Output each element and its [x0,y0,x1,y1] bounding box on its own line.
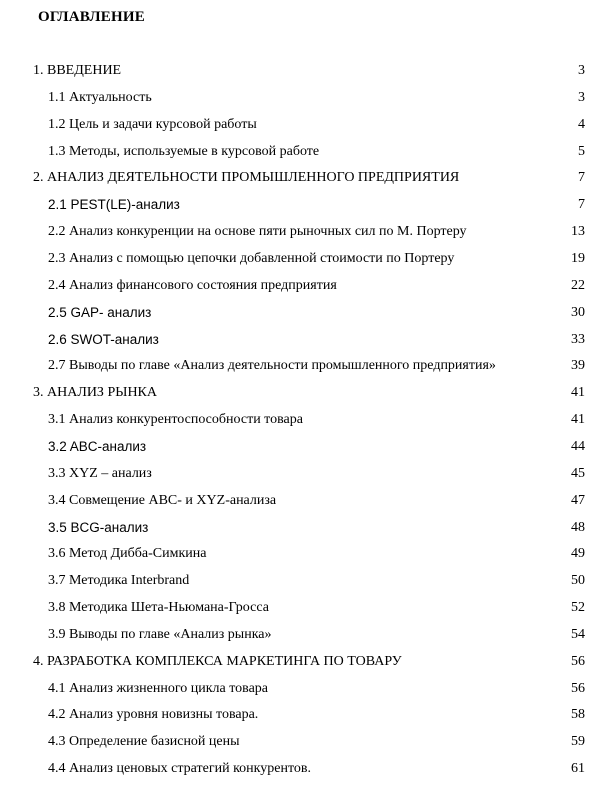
toc-entry-page-number: 7 [578,197,585,213]
toc-entry-page-number: 5 [578,143,585,159]
toc-entry-title: 3.5 BCG-анализ [48,519,149,535]
toc-entry-title: 2.7 Выводы по главе «Анализ деятельности промышленного предприятия» [48,358,496,374]
toc-section-entry [48,88,585,108]
toc-entry-title: 3.3 XYZ – анализ [48,465,152,481]
toc-section-entry [48,598,585,618]
toc-entry-page-number: 3 [578,89,585,105]
toc-chapter-entry [33,61,585,81]
toc-entry-title: 2.2 Анализ конкуренции на основе пяти рыночных сил по М. Портеру [48,224,467,240]
toc-entry-page-number: 59 [571,734,585,750]
toc-section-entry [48,679,585,699]
toc-entry-page-number: 50 [571,573,585,589]
toc-section-entry [48,356,585,376]
toc-entry-page-number: 58 [571,707,585,723]
toc-entry-page-number: 13 [571,224,585,240]
toc-section-entry [48,437,585,457]
toc-entry-title: 3. АНАЛИЗ РЫНКА [33,385,158,401]
toc-section-entry [48,195,585,215]
toc-entry-page-number: 3 [578,63,585,78]
toc-section-entry [48,732,585,752]
toc-entry-page-number: 61 [571,761,585,777]
toc-section-entry [48,625,585,645]
toc-entry-page-number: 39 [571,358,585,374]
toc-entry-title: 2.4 Анализ финансового состояния предприятия [48,277,337,293]
toc-entry-title: 4.4 Анализ ценовых стратегий конкурентов. [48,761,312,777]
toc-section-entry [48,222,585,242]
toc-entry-page-number: 45 [571,465,585,481]
toc-entry-page-number: 4 [578,116,585,132]
toc-section-entry [48,491,585,511]
toc-entry-page-number: 52 [571,600,585,615]
toc-section-entry [48,518,585,538]
toc-entry-title: 2.6 SWOT-анализ [48,331,159,347]
toc-entry-title: 1.2 Цель и задачи курсовой работы [48,116,257,132]
toc-entry-page-number: 7 [578,170,585,186]
toc-entry-title: 3.4 Совмещение ABC- и XYZ-анализа [48,492,277,508]
toc-entry-title: 3.9 Выводы по главе «Анализ рынка» [48,626,272,642]
toc-section-entry [48,705,585,725]
toc-section-entry [48,544,585,564]
toc-chapter-entry [33,168,585,188]
toc-entry-title: 3.1 Анализ конкурентоспособности товара [48,412,303,428]
toc-entry-title: 3.7 Методика Interbrand [48,573,190,589]
toc-entry-title: 2.5 GAP- анализ [48,304,152,320]
toc-entry-page-number: 41 [571,412,585,428]
toc-entry-title: 3.2 ABC-анализ [48,438,147,454]
toc-entry-page-number: 47 [571,492,585,508]
toc-entry-page-number: 33 [571,331,585,347]
toc-chapter-entry [33,383,585,403]
toc-entry-title: 4.2 Анализ уровня новизны товара. [48,707,259,723]
toc-entry-title: 3.8 Методика Шета-Ньюмана-Гросса [48,600,269,615]
toc-chapter-entry [33,652,585,672]
toc-entry-page-number: 41 [571,385,585,401]
page-title: ОГЛАВЛЕНИЕ [38,9,145,25]
toc-section-entry [48,759,585,779]
toc-section-entry [48,464,585,484]
toc-entry-title: 2. АНАЛИЗ ДЕЯТЕЛЬНОСТИ ПРОМЫШЛЕННОГО ПРЕДПРИЯТИЯ [33,170,460,186]
toc-entry-title: 2.3 Анализ с помощью цепочки добавленной стоимости по Портеру [48,251,455,266]
toc-entry-page-number: 22 [571,277,585,293]
toc-section-entry [48,571,585,591]
toc-section-entry [48,115,585,135]
toc-entry-title: 4.3 Определение базисной цены [48,734,240,750]
toc-section-entry [48,330,585,350]
toc-entry-page-number: 19 [571,251,585,266]
toc-section-entry [48,249,585,269]
toc-entry-title: 1. ВВЕДЕНИЕ [33,63,122,78]
toc-section-entry [48,303,585,323]
toc-entry-page-number: 56 [571,653,585,669]
toc-entry-title: 2.1 PEST(LE)-анализ [48,197,180,213]
toc-entry-page-number: 49 [571,546,585,562]
toc-entry-page-number: 48 [571,519,585,535]
toc-entry-title: 3.6 Метод Дибба-Симкина [48,546,207,562]
toc-entry-title: 4. РАЗРАБОТКА КОМПЛЕКСА МАРКЕТИНГА ПО ТОВАРУ [33,653,402,669]
toc-entry-title: 4.1 Анализ жизненного цикла товара [48,680,269,696]
toc-entry-page-number: 30 [571,304,585,320]
toc-section-entry [48,276,585,296]
toc-section-entry [48,410,585,430]
toc-entry-title: 1.1 Актуальность [48,89,152,105]
toc-entry-title: 1.3 Методы, используемые в курсовой работе [48,143,320,159]
toc-section-entry [48,142,585,162]
toc-entry-page-number: 54 [571,626,585,642]
toc-entry-page-number: 44 [571,438,585,454]
toc-entry-page-number: 56 [571,680,585,696]
